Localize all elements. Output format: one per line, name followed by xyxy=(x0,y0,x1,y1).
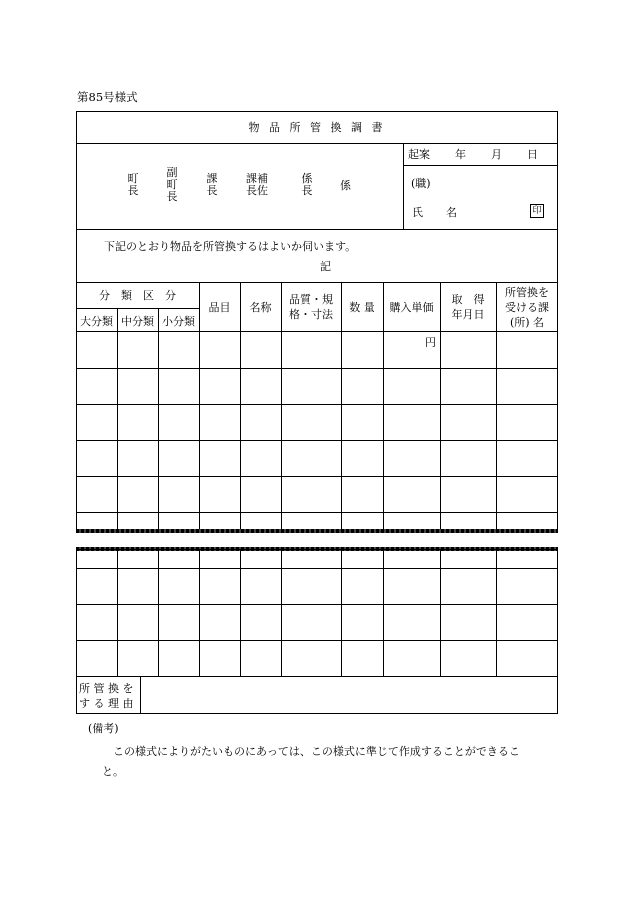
month-label: 月 xyxy=(491,148,502,161)
header-hinshitsu-2: 格・寸法 xyxy=(289,308,333,321)
form-number: 第85号様式 xyxy=(77,90,138,104)
role-kakaricho: 係長 xyxy=(301,172,313,197)
remarks-label: (備考) xyxy=(88,722,119,735)
header-bunrui: 分 類 区 分 xyxy=(99,289,176,302)
remarks-text-1: この様式によりがたいものにあっては、この様式に準じて作成することができるこ xyxy=(113,745,520,758)
header-dai: 大分類 xyxy=(80,315,113,328)
yen-label: 円 xyxy=(425,336,436,349)
name-label: 氏 名 xyxy=(412,206,463,219)
day-label: 日 xyxy=(527,148,538,161)
header-shutoku-1: 取 得 xyxy=(451,293,485,306)
header-shutoku-2: 年月日 xyxy=(451,308,485,321)
kian-label: 起案 xyxy=(408,148,430,161)
header-ukeru-1: 所管換を xyxy=(505,286,549,299)
role-kacho: 課長 xyxy=(206,172,218,197)
header-kounyu: 購入単価 xyxy=(389,301,434,314)
header-chu: 中分類 xyxy=(121,315,154,328)
role-chocho: 町長 xyxy=(127,172,139,197)
form-title: 物 品 所 管 換 調 書 xyxy=(248,121,386,134)
ki-label: 記 xyxy=(320,260,331,273)
request-text: 下記のとおり物品を所管換するはよいか伺います。 xyxy=(104,240,357,253)
header-ukeru-3: (所) 名 xyxy=(509,316,545,329)
role-fukuchocho: 副町長 xyxy=(166,166,178,203)
lower-frame xyxy=(76,549,558,714)
role-kakari: 係 xyxy=(340,179,351,192)
header-ukeru-2: 受ける課 xyxy=(505,301,549,314)
header-sho: 小分類 xyxy=(162,315,195,328)
header-hinmoku: 品目 xyxy=(208,301,231,314)
reason-label-2: す る 理 由 xyxy=(79,697,134,710)
role-kachohosa: 課補 長佐 xyxy=(246,172,268,197)
year-label: 年 xyxy=(455,148,466,161)
header-meisho: 名称 xyxy=(249,301,272,314)
seal-icon: 印 xyxy=(530,204,544,218)
shoku-label: (職) xyxy=(411,177,431,190)
cut-line-top xyxy=(76,529,558,533)
reason-label-1: 所 管 換 を xyxy=(79,682,134,695)
header-suryo: 数 量 xyxy=(349,301,375,314)
remarks-text-2: と。 xyxy=(102,765,124,778)
header-hinshitsu-1: 品質・規 xyxy=(289,293,333,306)
